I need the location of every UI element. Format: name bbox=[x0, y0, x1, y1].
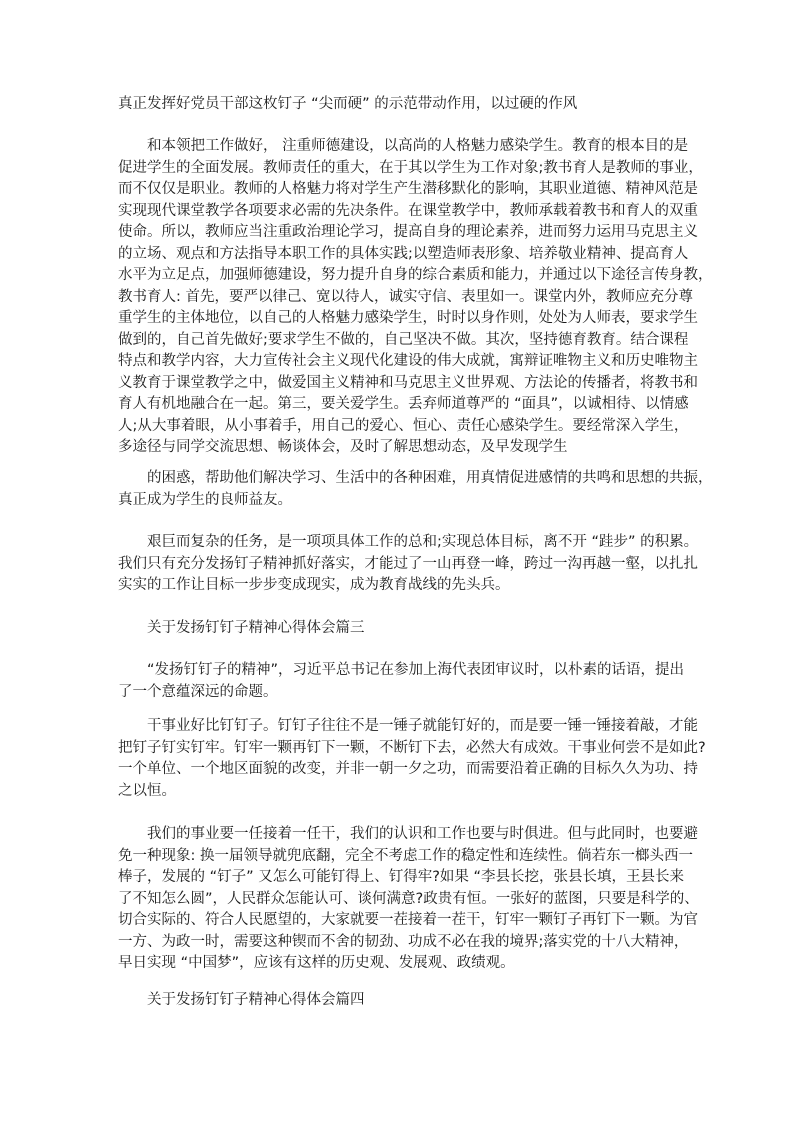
section-heading-3: 关于发扬钉钉子精神心得体会篇三 bbox=[147, 620, 365, 636]
paragraph-2: 和本领把工作做好， 注重师德建设，以高尚的人格魅力感染学生。教育的根本目的是 促进学生的全面发展。教师责任的重大，在于其以学生为工作对象;教书育人是教师的事业， 而不仅仅是职业。教师的人格魅力将对学生产生潜移默化的影响，其职业道德、精神风范是 实现现代课堂教学各项要求必需的先决条件。在课堂教学中，教师承载着教书和育人的双重 使命。所以，教师应当注重政治理论学习，提高自身的理论素养，进而努力运用马克思主义 的立场、观点和方法指导本职工作的具体实践;以塑造师表形象、培养敬业精神、提高育人 水平为立足点，加强师德建设，努力提升自身的综合素质和能力，并通过以下途径言传身教， 教书育人: 首先，要严以律己、宽以待人，诚实守信、表里如一。课堂内外，教师应充分尊 重学生的主体地位，以自己的人格魅力感染学生，时时以身作则，处处为人师表，要求学生 做到的，自己首先做好;要求学生不做的，自己坚决不做。其次，坚持德育教育。结合课程 特点和教学内容，大力宣传社会主义现代化建设的伟大成就，寓辩证唯物主义和历史唯物主 义教育于课堂教学之中，做爱国主义精神和马克思主义世界观、方法论的传播者，将教书和 育人有机地融合在一起。第三，要关爱学生。丢弃师道尊严的 “面具”，以诚相待、以情感 人;从大事着眼，从小事着手，用自己的爱心、恒心、责任心感染学生。要经常深入学生， 多途径与同学交流思想、畅谈体会，及时了解思想动态，及早发现学生 bbox=[118, 138, 713, 455]
paragraph-4: 艰巨而复杂的任务，是一项项具体工作的总和;实现总体目标，离不开 “跬步” 的积累。 我们只有充分发扬钉子精神抓好落实，才能过了一山再登一峰，跨过一沟再越一壑，以扎扎 实实的工作让目标一步步变成现实，成为教育战线的先头兵。 bbox=[118, 534, 699, 593]
paragraph-5: “发扬钉钉子的精神”，习近平总书记在参加上海代表团审议时，以朴素的话语，提出 了一个意蕴深远的命题。 bbox=[118, 662, 685, 700]
paragraph-3: 的困惑，帮助他们解决学习、生活中的各种困难，用真情促进感情的共鸣和思想的共振， 真正成为学生的良师益友。 bbox=[118, 470, 713, 508]
paragraph-6: 干事业好比钉钉子。钉钉子往往不是一锤子就能钉好的，而是要一锤一锤接着敲，才能 把钉子钉实钉牢。钉牢一颗再钉下一颗，不断钉下去，必然大有成效。干事业何尝不是如此? 一个单位、一个地区面貌的改变，并非一朝一夕之功，而需要沿着正确的目标久久为功、持 之以恒。 bbox=[118, 718, 706, 799]
paragraph-1: 真正发挥好党员干部这枚钉子 “尖而硬” 的示范带动作用，以过硬的作风 bbox=[118, 96, 578, 112]
paragraph-7: 我们的事业要一任接着一任干，我们的认识和工作也要与时俱进。但与此同时，也要避 免一种现象: 换一届领导就兜底翻，完全不考虑工作的稳定性和连续性。倘若东一榔头西一 棒子，发展的 “钉子” 又怎么可能钉得上、钉得牢?如果 “李县长挖，张县长填，王县长来 了不知怎么圆”，人民群众怎能认可、谈何满意?政贵有恒。一张好的蓝图，只要是科学的、 切合实际的、符合人民愿望的，大家就要一茬接着一茬干，钉牢一颗钉子再钉下一颗。为官 一方、为政一时，需要这种锲而不舍的韧劲、功成不必在我的境界;落实党的十八大精神， 早日实现 “中国梦”，应该有这样的历史观、发展观、政绩观。 bbox=[118, 826, 699, 971]
section-heading-4: 关于发扬钉钉子精神心得体会篇四 bbox=[147, 992, 365, 1008]
